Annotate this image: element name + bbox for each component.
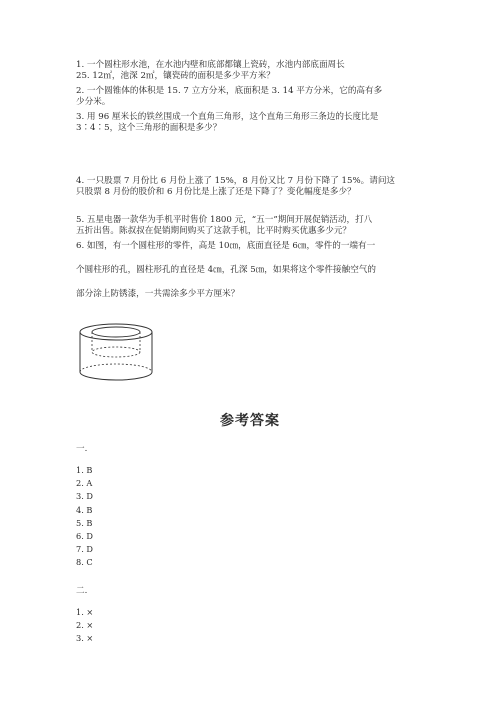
answer-item: 2. × <box>76 620 94 631</box>
question-6 <box>76 241 376 300</box>
question-3-line-2: 3∶4∶5，这个三角形的面积是多少？ <box>76 123 222 133</box>
question-3 <box>76 112 378 134</box>
question-4-line-1: 4. 一只股票 7 月份比 6 月份上涨了 15%，8 月份又比 7 月份下降了 15%。请问这 <box>76 176 396 186</box>
question-4 <box>76 176 395 198</box>
answer-item: 2. A <box>76 478 93 489</box>
answer-item: 1. × <box>76 607 94 617</box>
answer-item: 7. D <box>76 544 93 555</box>
question-1-line-2: 25. 12㎡，池深 2㎡，镶瓷砖的面积是多少平方米？ <box>76 71 275 81</box>
question-5 <box>76 215 372 237</box>
question-5-line-2: 五折出售。陈叔叔在促销期间购买了这款手机，比平时购买优惠多少元？ <box>76 226 352 236</box>
question-6-line-3: 部分涂上防锈漆，一共需涂多少平方厘米？ <box>76 289 240 299</box>
section-1-answer-list <box>76 464 93 570</box>
answer-item: 1. B <box>76 465 93 475</box>
answer-item: 5. B <box>76 517 93 528</box>
question-4-line-2: 只股票 8 月份的股价和 6 月份比是上涨了还是下降了？变化幅度是多少？ <box>76 187 356 197</box>
answer-item: 4. B <box>76 504 93 515</box>
section-1-heading: 一. <box>76 444 88 454</box>
answer-title: 参考答案 <box>220 413 280 429</box>
answer-item: 8. C <box>76 557 93 568</box>
question-6-line-2: 个圆柱形的孔，圆柱形孔的直径是 4㎝，孔深 5㎝，如果将这个零件接触空气的 <box>76 265 376 275</box>
question-6-line-1: 6. 如图，有一个圆柱形的零件，高是 10㎝，底面直径是 6㎝，零件的一端有一 <box>76 241 376 251</box>
question-2 <box>76 86 382 108</box>
question-1 <box>76 60 345 82</box>
cylinder-figure <box>78 322 154 384</box>
answer-item: 3. D <box>76 491 93 502</box>
section-2-answer-list <box>76 606 93 646</box>
question-2-line-1: 2. 一个圆锥体的体积是 15. 7 立方分米，底面积是 3. 14 平方分米，它的高有多 <box>76 86 383 96</box>
question-5-line-1: 5. 五星电器一款华为手机平时售价 1800 元，“五一”期间开展促销活动，打八 <box>76 215 373 225</box>
answer-item: 6. D <box>76 531 93 542</box>
question-2-line-2: 少分米。 <box>76 97 111 107</box>
question-3-line-1: 3. 用 96 厘米长的铁丝围成一个直角三角形，这个直角三角形三条边的长度比是 <box>76 112 379 122</box>
section-2-heading: 二. <box>76 586 88 596</box>
question-1-line-1: 1. 一个圆柱形水池，在水池内壁和底部都镶上瓷砖，水池内部底面周长 <box>76 60 345 70</box>
answer-item: 3. × <box>76 633 94 644</box>
